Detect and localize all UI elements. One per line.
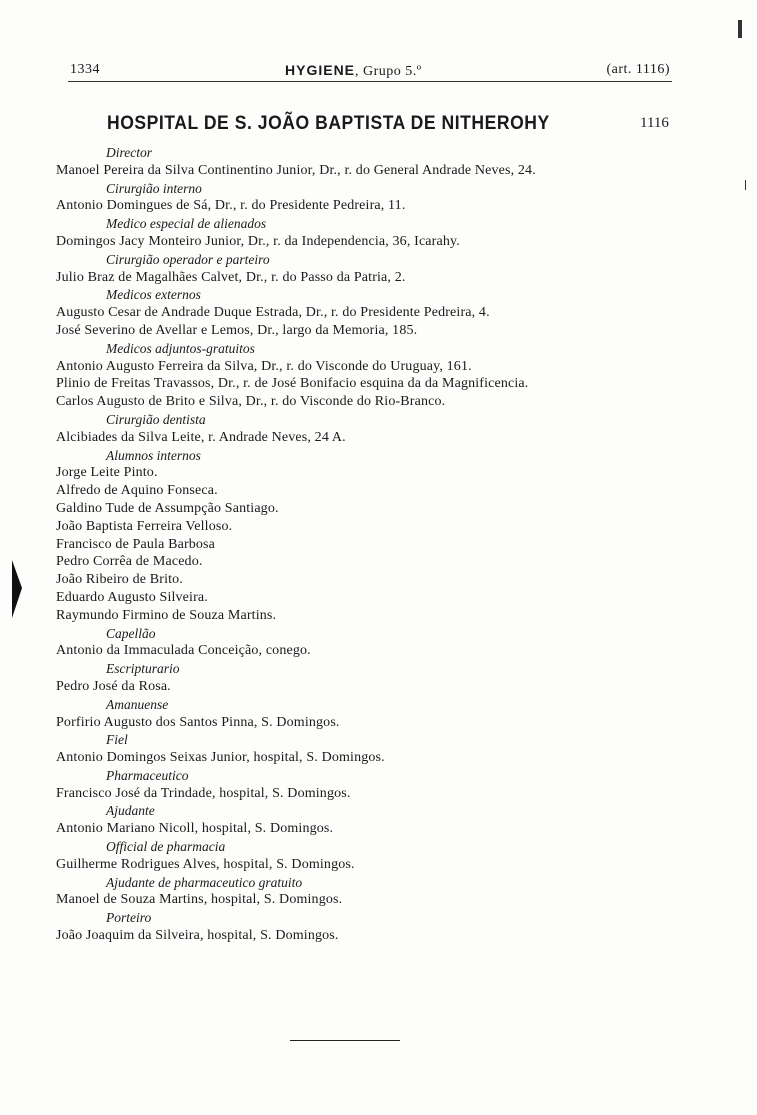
role-heading: Official de pharmacia xyxy=(106,839,226,855)
article-reference: (art. 1116) xyxy=(606,62,670,77)
staff-entry: Francisco José da Trindade, hospital, S. Domingos. xyxy=(56,785,351,801)
margin-mark xyxy=(12,560,22,618)
staff-entry: Plinio de Freitas Travassos, Dr., r. de José Bonifacio esquina da da Magnificencia. xyxy=(56,376,529,392)
role-heading: Pharmaceutico xyxy=(106,767,189,783)
running-title-rest: , Grupo 5.º xyxy=(355,64,422,79)
staff-entry: Augusto Cesar de Andrade Duque Estrada, Dr., r. do Presidente Pedreira, 4. xyxy=(56,305,490,321)
staff-entry: Francisco de Paula Barbosa xyxy=(56,536,216,552)
page-number: 1334 xyxy=(70,62,100,77)
staff-entry: Manoel de Souza Martins, hospital, S. Domingos. xyxy=(56,892,343,908)
role-heading: Ajudante de pharmaceutico gratuito xyxy=(106,874,303,890)
role-heading: Fiel xyxy=(106,732,128,748)
staff-entry: João Baptista Ferreira Velloso. xyxy=(56,518,233,534)
role-heading: Medicos externos xyxy=(106,287,201,303)
role-heading: Director xyxy=(106,145,152,160)
scan-speck xyxy=(738,20,742,38)
role-heading: Amanuense xyxy=(106,696,169,712)
staff-entry: Eduardo Augusto Silveira. xyxy=(56,589,208,605)
role-heading: Medicos adjuntos-gratuitos xyxy=(106,340,255,356)
staff-entry: Antonio da Immaculada Conceição, conego. xyxy=(56,643,311,659)
staff-entry: Galdino Tude de Assumpção Santiago. xyxy=(56,500,279,516)
staff-entry: Antonio Augusto Ferreira da Silva, Dr., r. do Visconde do Uruguay, 161. xyxy=(56,358,472,374)
role-heading: Cirurgião operador e parteiro xyxy=(106,251,270,267)
staff-entry: Carlos Augusto de Brito e Silva, Dr., r. do Visconde do Rio-Branco. xyxy=(56,394,446,410)
staff-entry: Julio Braz de Magalhães Calvet, Dr., r. do Passo da Patria, 2. xyxy=(56,269,406,285)
staff-entry: Pedro José da Rosa. xyxy=(56,678,171,694)
staff-entry: Antonio Domingues de Sá, Dr., r. do Presidente Pedreira, 11. xyxy=(56,198,406,214)
running-head xyxy=(70,62,670,82)
staff-entry: Antonio Mariano Nicoll, hospital, S. Domingos. xyxy=(56,821,334,837)
staff-entry: José Severino de Avellar e Lemos, Dr., largo da Memoria, 185. xyxy=(56,322,418,338)
role-heading: Porteiro xyxy=(106,910,152,926)
role-heading: Escripturario xyxy=(106,661,180,677)
staff-entry: Guilherme Rodrigues Alves, hospital, S. Domingos. xyxy=(56,856,355,872)
running-title-bold: HYGIENE xyxy=(285,62,356,78)
page-title: HOSPITAL DE S. JOÃO BAPTISTA DE NITHEROHY xyxy=(107,112,550,134)
role-heading: Cirurgião dentista xyxy=(106,411,206,427)
role-heading: Medico especial de alienados xyxy=(106,216,267,232)
staff-entry: Raymundo Firmino de Souza Martins. xyxy=(56,607,277,623)
staff-entry: Alfredo de Aquino Fonseca. xyxy=(56,483,218,499)
staff-entry: Porfirio Augusto dos Santos Pinna, S. Domingos. xyxy=(56,714,340,730)
staff-list xyxy=(56,144,696,945)
running-title xyxy=(285,62,422,80)
staff-entry: Manoel Pereira da Silva Continentino Junior, Dr., r. do General Andrade Neves, 24. xyxy=(56,162,536,178)
staff-entry: Jorge Leite Pinto. xyxy=(56,465,158,481)
staff-entry: Antonio Domingos Seixas Junior, hospital, S. Domingos. xyxy=(56,750,385,766)
staff-entry: João Ribeiro de Brito. xyxy=(56,572,183,588)
staff-entry: João Joaquim da Silveira, hospital, S. Domingos. xyxy=(56,928,339,944)
header-rule xyxy=(68,81,672,82)
role-heading: Ajudante xyxy=(106,803,155,819)
end-rule xyxy=(290,1040,400,1041)
article-number: 1116 xyxy=(640,115,669,131)
staff-entry: Alcibiades da Silva Leite, r. Andrade Neves, 24 A. xyxy=(56,429,346,445)
scan-speck xyxy=(745,180,746,190)
role-heading: Capellão xyxy=(106,625,156,641)
role-heading: Cirurgião interno xyxy=(106,180,202,196)
staff-entry: Pedro Corrêa de Macedo. xyxy=(56,554,203,570)
staff-entry: Domingos Jacy Monteiro Junior, Dr., r. da Independencia, 36, Icarahy. xyxy=(56,233,460,249)
role-heading: Alumnos internos xyxy=(106,447,201,463)
